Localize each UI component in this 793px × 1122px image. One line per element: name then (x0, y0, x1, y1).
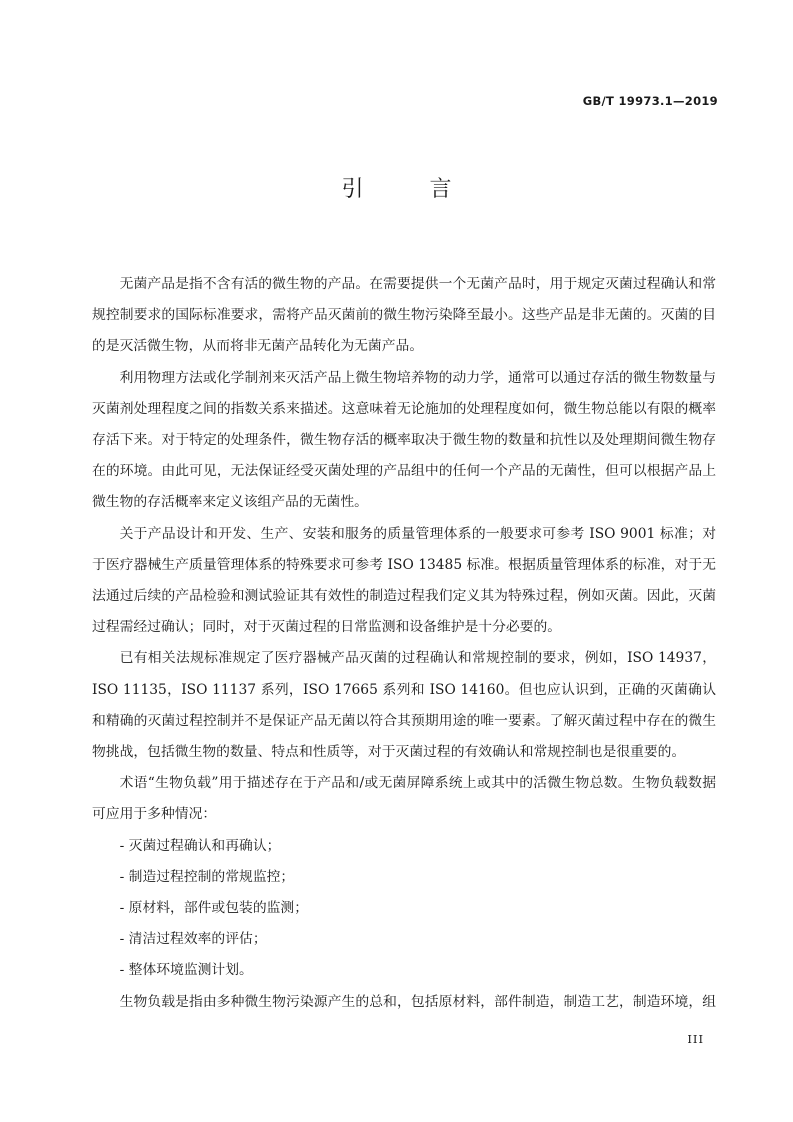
body-paragraph-continued: 生物负载是指由多种微生物污染源产生的总和，包括原材料，部件制造，制造工艺，制造环境，组 (119, 993, 716, 1010)
body-paragraph: 已有相关法规标准规定了医疗器械产品灭菌的过程确认和常规控制的要求，例如，ISO 14937，ISO 11135，ISO 11137 系列，ISO 17665 系列和 ISO 14160。但也应认识到，正确的灭菌确认和精确的灭菌过程控制并不是保证产品无菌以符合其预期用途的唯一要素。了解灭菌过程中存在的微生物挑战，包括微生物的数量、特点和性质等，对于灭菌过程的有效确认和常规控制也是很重要的。 (92, 650, 716, 761)
body-paragraph: 术语“生物负载”用于描述存在于产品和/或无菌屏障系统上或其中的活微生物总数。生物负载数据可应用于多种情况： (92, 775, 716, 823)
page-title: 引 言 (341, 177, 474, 202)
list-item: - 灭菌过程确认和再确认； (119, 837, 281, 854)
body-paragraph: 无菌产品是指不含有活的微生物的产品。在需要提供一个无菌产品时，用于规定灭菌过程确认和常规控制要求的国际标准要求，需将产品灭菌前的微生物污染降至最小。这些产品是非无菌的。灭菌的目的是灭活微生物，从而将非无菌产品转化为无菌产品。 (92, 276, 716, 355)
body-text (92, 269, 716, 1018)
body-paragraph: 利用物理方法或化学制剂来灭活产品上微生物培养物的动力学，通常可以通过存活的微生物数量与灭菌剂处理程度之间的指数关系来描述。这意味着无论施加的处理程度如何，微生物总能以有限的概率存活下来。对于特定的处理条件，微生物存活的概率取决于微生物的数量和抗性以及处理期间微生物存在的环境。由此可见，无法保证经受灭菌处理的产品组中的任何一个产品的无菌性，但可以根据产品上微生物的存活概率来定义该组产品的无菌性。 (92, 369, 716, 511)
list-item: - 制造过程控制的常规监控； (119, 868, 295, 885)
list-item: - 清洁过程效率的评估； (119, 931, 267, 948)
body-paragraph: 关于产品设计和开发、生产、安装和服务的质量管理体系的一般要求可参考 ISO 9001 标准；对于医疗器械生产质量管理体系的特殊要求可参考 ISO 13485 标准。根据质量管理体系的标准，对于无法通过后续的产品检验和测试验证其有效性的制造过程我们定义其为特殊过程，例如灭菌。因此，灭菌过程需经过确认；同时，对于灭菌过程的日常监测和设备维护是十分必要的。 (92, 525, 716, 636)
standard-number-header: GB/T 19973.1—2019 (582, 94, 718, 108)
bioburden-usage-list (92, 831, 716, 987)
page-number: III (687, 1032, 704, 1046)
list-item: - 整体环境监测计划。 (119, 962, 253, 979)
list-item: - 原材料，部件或包装的监测； (119, 900, 308, 917)
